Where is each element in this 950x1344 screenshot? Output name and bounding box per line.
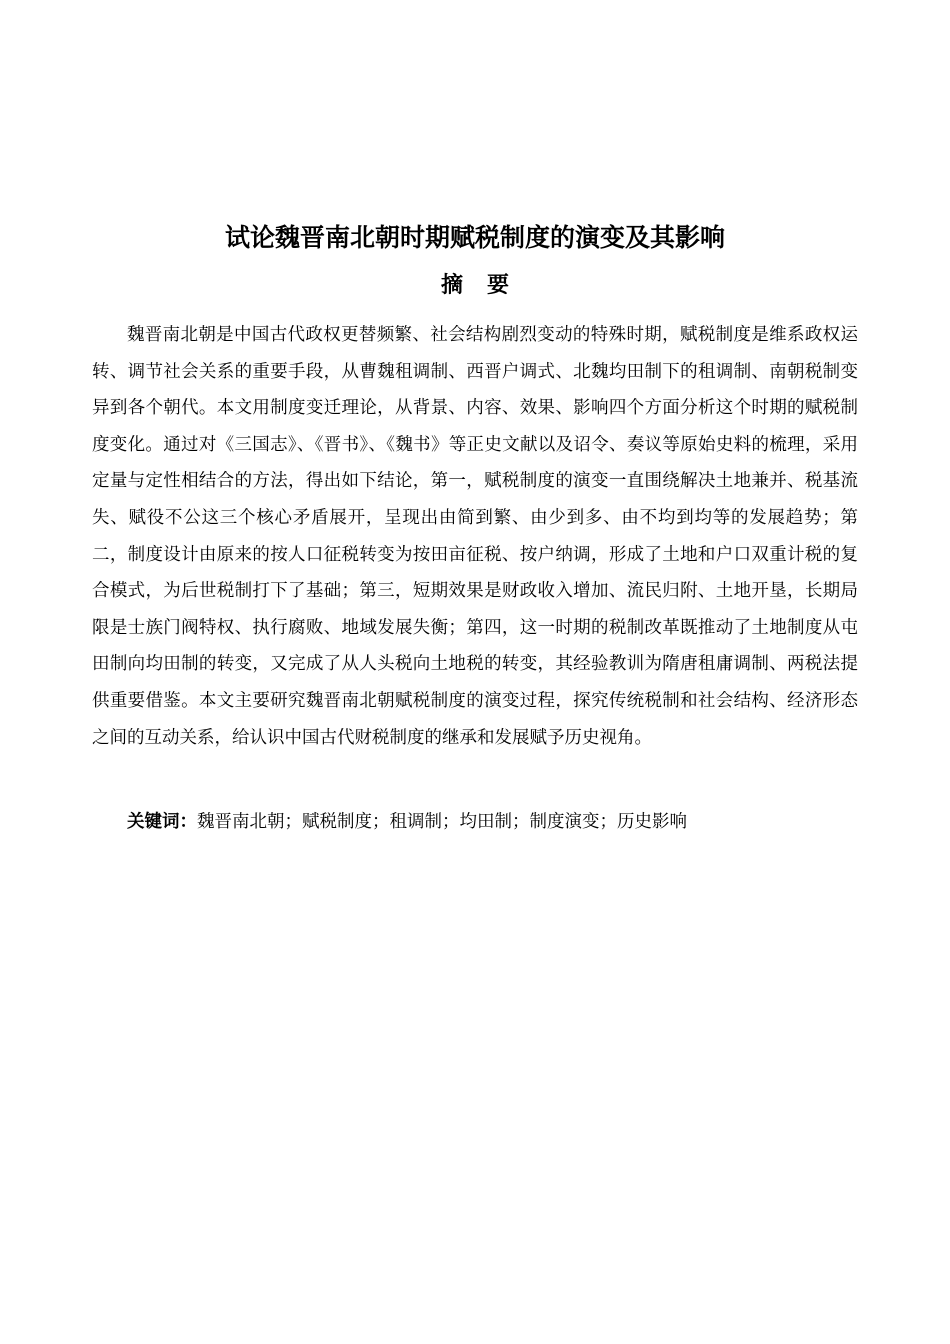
keywords-line bbox=[127, 804, 858, 840]
paper-title: 试论魏晋南北朝时期赋税制度的演变及其影响 bbox=[224, 223, 725, 252]
keywords-label: 关键词： bbox=[127, 812, 197, 832]
abstract-body: 魏晋南北朝是中国古代政权更替频繁、社会结构剧烈变动的特殊时期，赋税制度是维系政权运转、调节社会关系的重要手段，从曹魏租调制、西晋户调式、北魏均田制下的租调制、南朝税制变异到各个朝代。本文用制度变迁理论，从背景、内容、效果、影响四个方面分析这个时期的赋税制度变化。通过对《三国志》、《晋书》、《魏书》等正史文献以及诏令、奏议等原始史料的梳理，采用定量与定性相结合的方法，得出如下结论，第一，赋税制度的演变一直围绕解决土地兼并、税基流失、赋役不公这三个核心矛盾展开，呈现出由简到繁、由少到多、由不均到均等的发展趋势；第二，制度设计由原来的按人口征税转变为按田亩征税、按户纳调，形成了土地和户口双重计税的复合模式，为后世税制打下了基础；第三，短期效果是财政收入增加、流民归附、土地开垦，长期局限是士族门阀特权、执行腐败、地域发展失衡；第四，这一时期的税制改革既推动了土地制度从屯田制向均田制的转变，又完成了从人头税向土地税的转变，其经验教训为隋唐租庸调制、两税法提供重要借鉴。本文主要研究魏晋南北朝赋税制度的演变过程，探究传统税制和社会结构、经济形态之间的互动关系，给认识中国古代财税制度的继承和发展赋予历史视角。 bbox=[92, 325, 858, 748]
keywords-text: 魏晋南北朝；赋税制度；租调制；均田制；制度演变；历史影响 bbox=[197, 812, 687, 832]
abstract-heading: 摘要 bbox=[440, 273, 533, 298]
